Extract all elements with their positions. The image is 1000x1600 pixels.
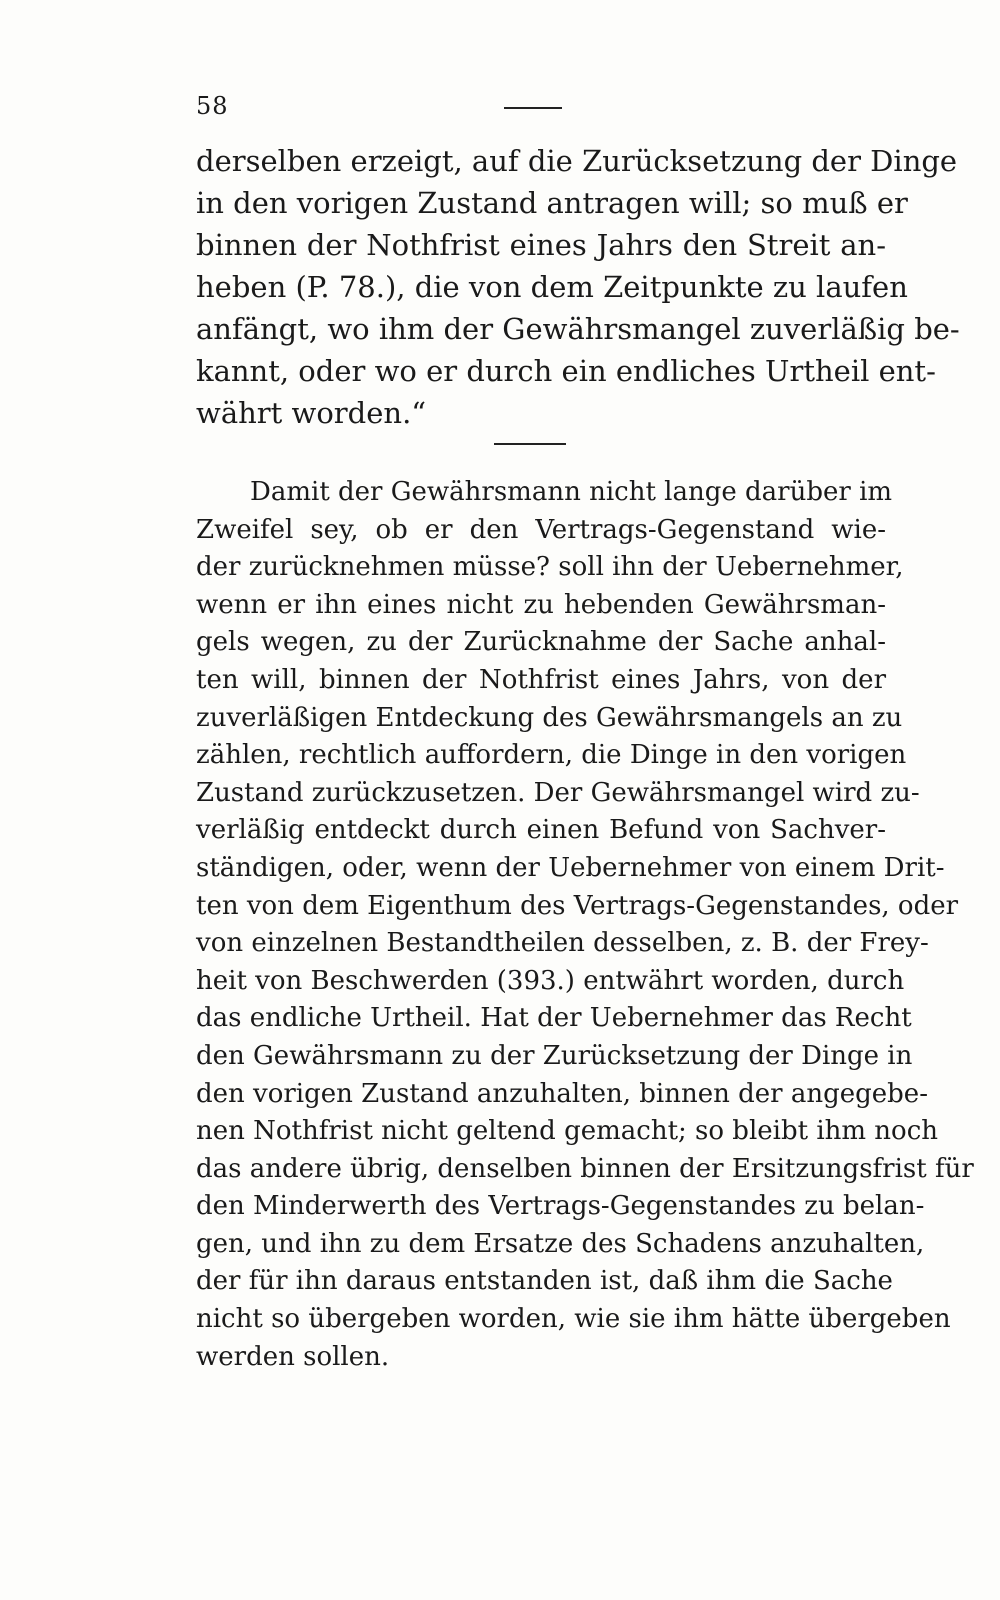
text-line: nen Nothfrist nicht geltend gemacht; so bleibt ihm noch [196, 1116, 939, 1147]
text-line: heit von Beschwerden (393.) entwährt worden, durch [196, 965, 905, 996]
text-line: zählen, rechtlich auffordern, die Dinge in den vorigen [196, 740, 907, 771]
text-line: das andere übrig, denselben binnen der Ersitzungsfrist für [196, 1153, 974, 1184]
text-line: derselben erzeigt, auf die Zurücksetzung der Dinge [196, 144, 958, 178]
text-line: wenn er ihn eines nicht zu hebenden Gewährsman- [196, 589, 886, 620]
text-line: gels wegen, zu der Zurücknahme der Sache anhal- [196, 627, 886, 658]
text-line: anfängt, wo ihm der Gewährsmangel zuverläßig be- [196, 312, 960, 346]
section-divider [494, 443, 566, 445]
text-line: werden sollen. [196, 1341, 390, 1372]
text-line: ten von dem Eigenthum des Vertrags-Gegenstandes, oder [196, 890, 959, 921]
text-line: den Gewährsmann zu der Zurücksetzung der Dinge in [196, 1040, 913, 1071]
text-line: Zustand zurückzusetzen. Der Gewährsmangel wird zu- [196, 777, 920, 808]
text-line: der für ihn daraus entstanden ist, daß ihm die Sache [196, 1266, 893, 1297]
text-line: der zurücknehmen müsse? soll ihn der Uebernehmer, [196, 552, 904, 583]
text-line: gen, und ihn zu dem Ersatze des Schadens anzuhalten, [196, 1228, 925, 1259]
text-line: Damit der Gewährsmann nicht lange darüber im [250, 477, 893, 507]
text-line: Zweifel sey, ob er den Vertrags-Gegenstand wie- [196, 514, 886, 545]
page-header [196, 92, 896, 122]
text-line: verläßig entdeckt durch einen Befund von Sachver- [196, 815, 886, 846]
text-line: zuverläßigen Entdeckung des Gewährsmangels an zu [196, 702, 903, 733]
text-line: währt worden.“ [196, 396, 427, 430]
text-line: den Minderwerth des Vertrags-Gegenstandes zu belan- [196, 1191, 925, 1222]
header-rule [504, 107, 562, 109]
text-line: von einzelnen Bestandtheilen desselben, z. B. der Frey- [196, 928, 929, 959]
paragraph-1 [196, 140, 960, 434]
text-line: binnen der Nothfrist eines Jahrs den Streit an- [196, 228, 886, 262]
page-number: 58 [196, 92, 229, 120]
paragraph-2 [196, 474, 974, 1376]
text-line: heben (P. 78.), die von dem Zeitpunkte zu laufen [196, 270, 908, 304]
text-line: ten will, binnen der Nothfrist eines Jahrs, von der [196, 664, 886, 695]
text-line: den vorigen Zustand anzuhalten, binnen der angegebe- [196, 1078, 928, 1109]
text-line: nicht so übergeben worden, wie sie ihm hätte übergeben [196, 1304, 951, 1335]
text-line: kannt, oder wo er durch ein endliches Urtheil ent- [196, 354, 936, 388]
text-line: das endliche Urtheil. Hat der Uebernehmer das Recht [196, 1003, 912, 1034]
text-line: in den vorigen Zustand antragen will; so muß er [196, 186, 908, 220]
text-line: ständigen, oder, wenn der Uebernehmer von einem Drit- [196, 852, 945, 883]
